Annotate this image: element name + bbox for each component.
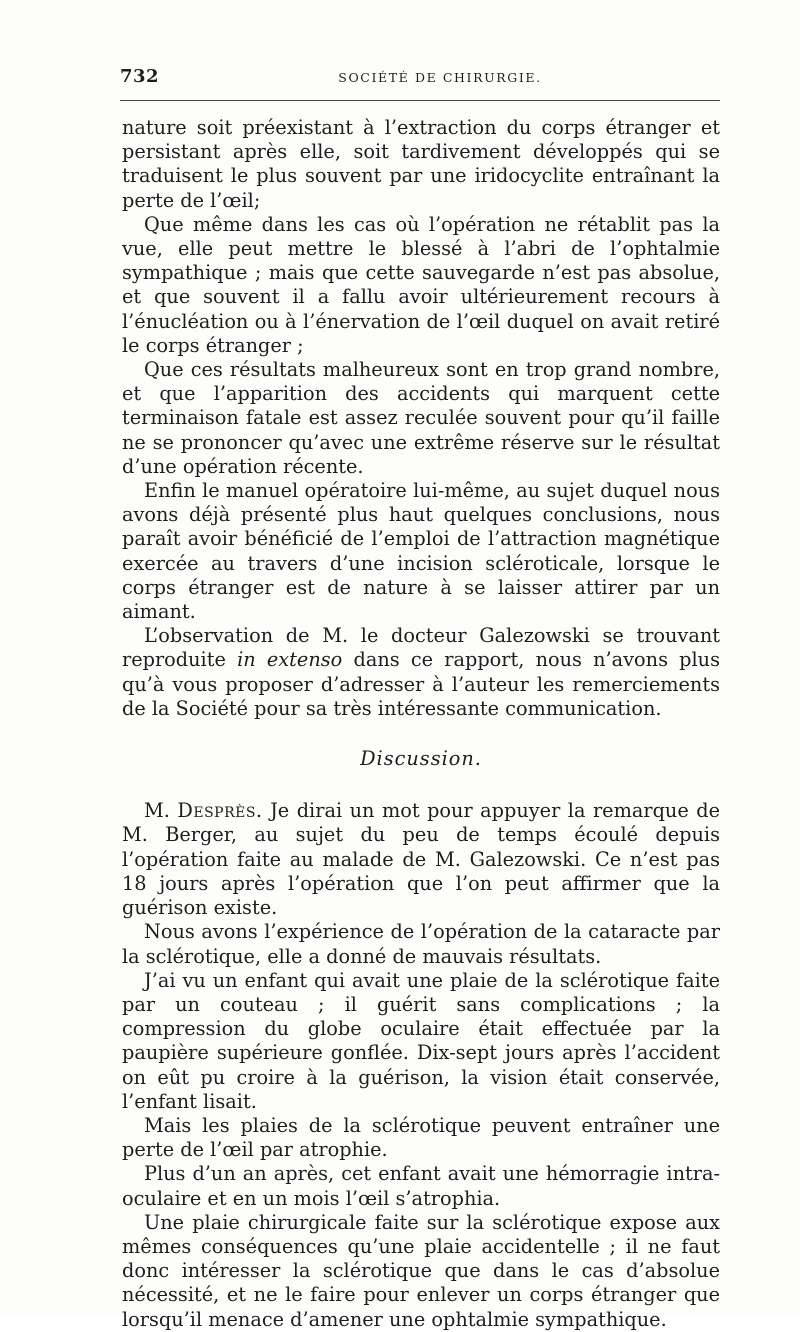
- header-rule: [120, 100, 720, 101]
- paragraph-observation: [122, 624, 720, 721]
- speaker-title: M.: [144, 799, 170, 823]
- speaker-text: Je dirai un mot pour appuyer la remarque de M. Berger, au sujet du peu de temps écoulé depuis l’opération faite au malade de M. Galezowski. Ce n’est pas 18 jours après l’opération que l’on peut affirmer que la guérison existe.: [122, 799, 721, 920]
- page-number: 732: [120, 66, 160, 87]
- paragraph-conclusion-results: Que ces résultats malheureux sont en trop grand nombre, et que l’apparition des accidents qui marquent cette terminaison fatale est assez reculée souvent pour qu’il faille ne se prononcer qu’avec une extrême réserve sur le résultat d’une opération récente.: [122, 358, 720, 478]
- speaker-name: Desprès.: [177, 799, 263, 823]
- body-text: [122, 116, 720, 1332]
- paragraph-continued: nature soit préexistant à l’extraction du corps étranger et persistant après elle, soit tardivement développés qui se traduisent le plus souvent par une iridocyclite entraînant la perte de l’œil;: [122, 116, 720, 212]
- section-heading: Discussion.: [360, 747, 482, 771]
- observation-text-start: L’observation de M. le docteur Galezowski se trouvant reproduite: [122, 624, 720, 672]
- observation-text-end: dans ce rapport, nous n’avons plus qu’à vous proposer d’adresser à l’auteur les remerciements de la Société pour sa très intéressante communication.: [122, 648, 720, 720]
- paragraph-cataract: Nous avons l’expérience de l’opération de la cataracte par la sclérotique, elle a donné de mauvais résultats.: [122, 920, 720, 968]
- paragraph-hemorrhage: Plus d’un an après, cet enfant avait une hémorragie intra-oculaire et en un mois l’œil s’atrophia.: [122, 1162, 720, 1210]
- paragraph-atrophy: Mais les plaies de la sclérotique peuvent entraîner une perte de l’œil par atrophie.: [122, 1113, 720, 1162]
- paragraph-final: Une plaie chirurgicale faite sur la sclérotique expose aux mêmes conséquences qu’une plaie accidentelle ; il ne faut donc intéresser la sclérotique que dans le cas d’absolue nécessité, et ne le faire pour enlever un corps étranger que lorsqu’il menace d’amener une ophtalmie sympathique.: [122, 1210, 720, 1331]
- running-head: SOCIÉTÉ DE CHIRURGIE.: [338, 70, 542, 85]
- observation-italic-phrase: in extenso: [237, 648, 343, 672]
- paragraph-child-case: J’ai vu un enfant qui avait une plaie de la sclérotique faite par un couteau ; il guérit sans complications ; la compression du globe oculaire était effectuée par la paupière supérieure gonflée. Dix-sept jours après l’accident on eût pu croire à la guérison, la vision était conservée, l’enfant lisait.: [122, 968, 720, 1113]
- paragraph-speaker: [122, 799, 720, 920]
- page-header: [120, 66, 720, 94]
- paragraph-conclusion-vision: Que même dans les cas où l’opération ne rétablit pas la vue, elle peut mettre le blessé à l’abri de l’ophtalmie sympathique ; mais que cette sauvegarde n’est pas absolue, et que souvent il a fallu avoir ultérieurement recours à l’énucléation ou à l’énervation de l’œil duquel on avait retiré le corps étranger ;: [122, 212, 720, 357]
- paragraph-conclusion-technique: Enfin le manuel opératoire lui-même, au sujet duquel nous avons déjà présenté plus haut quelques conclusions, nous paraît avoir bénéficié de l’emploi de l’attraction magnétique exercée au travers d’une incision scléroticale, lorsque le corps étranger est de nature à se laisser attirer par un aimant.: [122, 479, 720, 624]
